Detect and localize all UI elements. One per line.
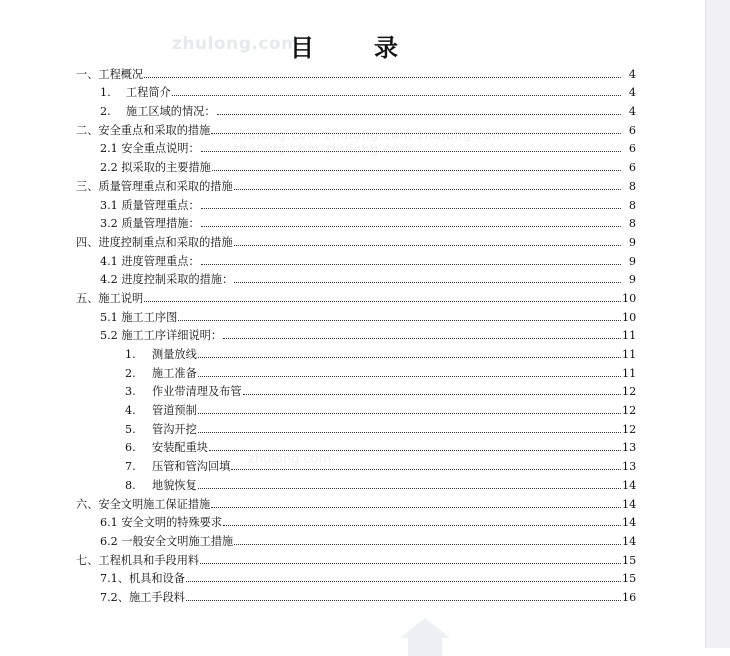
toc-page-number: 6 <box>628 142 636 156</box>
toc-entry-number: 8. <box>125 478 136 492</box>
table-of-contents <box>76 62 636 604</box>
toc-entry-label: 四、进度控制重点和采取的措施 <box>76 235 233 249</box>
toc-entry-label: 5.2 施工工序详细说明： <box>100 329 223 343</box>
toc-entry[interactable] <box>76 286 636 305</box>
toc-entry-label: 五、施工说明 <box>76 291 144 305</box>
toc-dot-leader <box>198 432 621 433</box>
toc-dot-leader <box>178 320 621 321</box>
toc-page-number: 4 <box>628 67 636 81</box>
toc-entry-label: 3.1 质量管理重点： <box>100 198 200 212</box>
toc-page-number: 13 <box>622 460 637 474</box>
toc-dot-leader <box>144 77 621 78</box>
toc-entry[interactable] <box>76 398 636 417</box>
toc-page-number: 8 <box>628 217 636 231</box>
toc-dot-leader <box>223 525 621 526</box>
toc-entry[interactable] <box>76 342 636 361</box>
watermark-band: zhulong.com zhulong.com zhulong.com zhulong.com zhulong.com <box>232 128 506 156</box>
toc-entry[interactable] <box>76 454 636 473</box>
toc-entry[interactable] <box>76 361 636 380</box>
toc-entry[interactable] <box>76 585 636 604</box>
toc-entry[interactable] <box>76 567 636 586</box>
toc-entry-number: 5. <box>125 422 136 436</box>
toc-entry-label: 3.2 质量管理措施： <box>100 217 200 231</box>
toc-entry[interactable] <box>76 436 636 455</box>
toc-page-number: 8 <box>628 179 636 193</box>
watermark-text-mid: zhulong.com <box>248 452 332 467</box>
toc-entry[interactable] <box>76 81 636 100</box>
toc-entry-label: 施工区域的情况： <box>126 105 216 119</box>
toc-entry-label: 工程简介 <box>126 86 171 100</box>
toc-dot-leader <box>231 469 621 470</box>
toc-page-number: 8 <box>628 198 636 212</box>
toc-entry-label: 施工准备 <box>152 366 197 380</box>
toc-page-number: 10 <box>622 291 637 305</box>
toc-page-number: 15 <box>622 553 637 567</box>
toc-page-number: 11 <box>622 348 637 361</box>
toc-dot-leader <box>186 600 621 601</box>
toc-dot-leader <box>186 581 621 582</box>
toc-entry-label: 管沟开挖 <box>152 422 197 436</box>
toc-entry-number: 2. <box>100 105 111 119</box>
toc-entry[interactable] <box>76 305 636 324</box>
toc-entry[interactable] <box>76 473 636 492</box>
toc-entry-label: 地貌恢复 <box>152 478 197 492</box>
toc-page-number: 14 <box>622 478 637 492</box>
toc-entry-number: 1. <box>100 86 111 100</box>
toc-page-number: 16 <box>622 590 637 604</box>
toc-entry-label: 管道预制 <box>152 404 197 418</box>
toc-dot-leader <box>144 301 621 302</box>
toc-page-number: 11 <box>622 366 637 380</box>
toc-entry-number: 4. <box>125 404 136 418</box>
toc-page-number: 4 <box>628 86 636 100</box>
toc-dot-leader <box>234 245 621 246</box>
toc-entry-label: 2.1 安全重点说明： <box>100 142 200 156</box>
toc-entry[interactable] <box>76 249 636 268</box>
watermark-logo-icon <box>398 616 452 656</box>
toc-entry-number: 1. <box>125 348 136 361</box>
toc-dot-leader <box>234 544 621 545</box>
toc-entry[interactable] <box>76 548 636 567</box>
toc-page-number: 4 <box>628 105 636 119</box>
toc-dot-leader <box>200 563 621 564</box>
toc-dot-leader <box>201 151 621 152</box>
toc-entry-label: 7.1、机具和设备 <box>100 572 185 586</box>
toc-entry-number: 6. <box>125 441 136 455</box>
toc-entry-number: 3. <box>125 385 136 399</box>
toc-page-number: 14 <box>622 497 637 511</box>
toc-entry[interactable] <box>76 492 636 511</box>
toc-page-number: 6 <box>628 123 636 137</box>
toc-dot-leader <box>198 488 621 489</box>
toc-page-number: 10 <box>622 310 637 324</box>
toc-dot-leader <box>211 507 621 508</box>
toc-dot-leader <box>198 413 621 414</box>
toc-entry[interactable] <box>76 193 636 212</box>
toc-dot-leader <box>234 189 621 190</box>
toc-entry-label: 七、工程机具和手段用料 <box>76 553 200 567</box>
toc-entry-label: 六、安全文明施工保证措施 <box>76 497 211 511</box>
toc-dot-leader <box>212 170 621 171</box>
toc-dot-leader <box>201 226 621 227</box>
toc-dot-leader <box>201 208 621 209</box>
toc-entry-label: 一、工程概况 <box>76 67 144 81</box>
toc-page-number: 9 <box>628 235 636 249</box>
toc-page-number: 12 <box>622 404 637 418</box>
toc-dot-leader <box>172 95 621 96</box>
toc-dot-leader <box>198 376 621 377</box>
toc-dot-leader <box>217 114 621 115</box>
toc-entry-number: 7. <box>125 460 136 474</box>
toc-entry[interactable] <box>76 230 636 249</box>
watermark-text: zhulong.com <box>172 34 300 54</box>
toc-entry[interactable] <box>76 212 636 231</box>
toc-entry-label: 6.2 一般安全文明施工措施 <box>100 534 234 548</box>
toc-entry-label: 4.2 进度控制采取的措施： <box>100 273 234 287</box>
toc-page-number: 14 <box>622 534 637 548</box>
toc-page-number: 9 <box>628 254 636 268</box>
toc-dot-leader <box>211 133 621 134</box>
toc-entry-number: 2. <box>125 366 136 380</box>
toc-entry[interactable] <box>76 529 636 548</box>
toc-entry-label: 安装配重块 <box>152 441 208 455</box>
toc-entry-label: 测量放线 <box>152 348 197 361</box>
toc-page-number: 13 <box>622 441 637 455</box>
toc-entry-label: 7.2、施工手段料 <box>100 590 185 604</box>
toc-dot-leader <box>201 264 621 265</box>
toc-page-number: 11 <box>622 329 637 343</box>
toc-dot-leader <box>209 450 621 451</box>
toc-page-number: 12 <box>622 385 637 399</box>
toc-entry-label: 三、质量管理重点和采取的措施 <box>76 179 233 193</box>
toc-entry-label: 二、安全重点和采取的措施 <box>76 123 211 137</box>
toc-dot-leader <box>223 338 621 339</box>
toc-dot-leader <box>243 394 621 395</box>
toc-entry[interactable] <box>76 268 636 287</box>
toc-entry[interactable] <box>76 62 636 81</box>
toc-page-number: 6 <box>628 161 636 175</box>
toc-entry[interactable] <box>76 511 636 530</box>
toc-entry-label: 6.1 安全文明的特殊要求 <box>100 516 223 530</box>
toc-entry-label: 4.1 进度管理重点： <box>100 254 200 268</box>
toc-entry[interactable] <box>76 417 636 436</box>
toc-entry[interactable] <box>76 324 636 343</box>
toc-page-number: 14 <box>622 516 637 530</box>
toc-entry-label: 5.1 施工工序图 <box>100 310 178 324</box>
toc-entry-label: 2.2 拟采取的主要措施 <box>100 161 211 175</box>
toc-page-number: 15 <box>622 572 637 586</box>
toc-entry[interactable] <box>76 380 636 399</box>
toc-entry[interactable] <box>76 155 636 174</box>
toc-page-number: 9 <box>628 273 636 287</box>
toc-dot-leader <box>234 282 621 283</box>
toc-page-number: 12 <box>622 422 637 436</box>
toc-entry[interactable] <box>76 174 636 193</box>
toc-entry-label: 压管和管沟回填 <box>152 460 231 474</box>
page-title: 目 录 <box>290 33 416 62</box>
toc-entry-label: 作业带清理及布管 <box>152 385 242 399</box>
toc-dot-leader <box>198 357 621 358</box>
toc-entry[interactable] <box>76 118 636 137</box>
toc-entry[interactable] <box>76 99 636 118</box>
viewer-scroll-gutter[interactable] <box>705 0 730 648</box>
toc-entry[interactable] <box>76 137 636 156</box>
